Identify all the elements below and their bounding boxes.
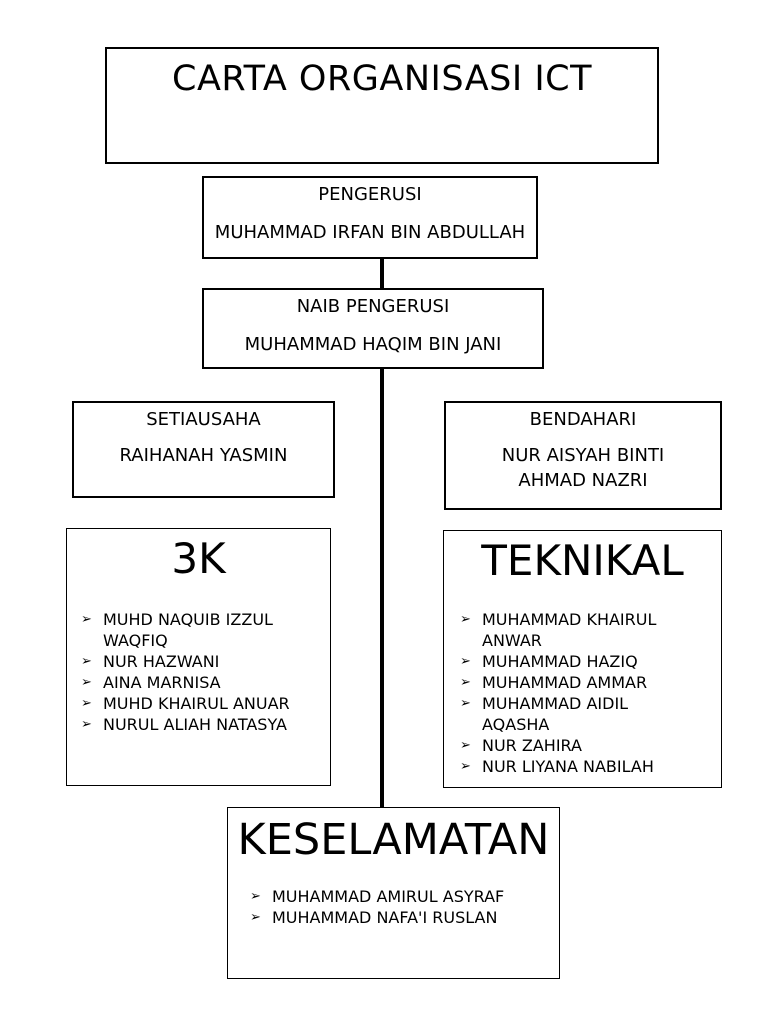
secretary-box <box>72 401 335 498</box>
committee-keselamatan-title: KESELAMATAN <box>237 815 550 865</box>
committee-teknikal-box <box>443 530 722 788</box>
committee-teknikal-title: TEKNIKAL <box>481 536 684 585</box>
connector-vice-keselamatan <box>380 367 384 809</box>
arrow-bullet-icon: ➢ <box>250 889 261 904</box>
chairman-box <box>202 176 538 259</box>
member-list-item <box>460 672 691 693</box>
member-list-item <box>250 886 553 907</box>
member-name: AINA MARNISA <box>103 673 221 692</box>
member-list-item <box>460 735 691 756</box>
arrow-bullet-icon: ➢ <box>81 654 92 669</box>
vice-chairman-box <box>202 288 544 369</box>
arrow-bullet-icon: ➢ <box>460 675 471 690</box>
committee-keselamatan-box <box>227 807 560 979</box>
secretary-name: RAIHANAH YASMIN <box>119 445 288 466</box>
member-list-item <box>81 714 324 735</box>
member-name: MUHAMMAD HAZIQ <box>482 652 638 671</box>
committee-teknikal-list <box>444 609 721 777</box>
committee-3k-title: 3K <box>171 534 226 583</box>
committee-3k-box <box>66 528 331 786</box>
chairman-role: PENGERUSI <box>318 184 422 205</box>
committee-keselamatan-list <box>228 886 559 928</box>
vice-chairman-name: MUHAMMAD HAQIM BIN JANI <box>244 334 502 355</box>
arrow-bullet-icon: ➢ <box>81 717 92 732</box>
vice-chairman-role: NAIB PENGERUSI <box>296 296 450 317</box>
member-name: MUHD KHAIRUL ANUAR <box>103 694 290 713</box>
member-list-item <box>460 651 691 672</box>
member-list-item <box>81 672 324 693</box>
member-name: MUHAMMAD AMIRUL ASYRAF <box>272 887 505 906</box>
arrow-bullet-icon: ➢ <box>81 675 92 690</box>
member-list-item <box>460 756 691 777</box>
arrow-bullet-icon: ➢ <box>460 759 471 774</box>
treasurer-role: BENDAHARI <box>529 409 637 430</box>
member-list-item <box>81 609 324 651</box>
member-list-item <box>81 693 324 714</box>
arrow-bullet-icon: ➢ <box>460 654 471 669</box>
member-list-item <box>81 651 324 672</box>
member-name: NURUL ALIAH NATASYA <box>103 715 287 734</box>
treasurer-box <box>444 401 722 510</box>
arrow-bullet-icon: ➢ <box>460 612 471 627</box>
chairman-name: MUHAMMAD IRFAN BIN ABDULLAH <box>214 222 526 243</box>
arrow-bullet-icon: ➢ <box>81 696 92 711</box>
committee-3k-list <box>67 609 330 735</box>
secretary-role: SETIAUSAHA <box>146 409 261 430</box>
member-name: MUHAMMAD AIDIL AQASHA <box>482 694 629 734</box>
treasurer-name: NUR AISYAH BINTI AHMAD NAZRI <box>501 445 665 491</box>
connector-chair-vice <box>380 257 384 290</box>
arrow-bullet-icon: ➢ <box>250 910 261 925</box>
member-name: MUHD NAQUIB IZZUL WAQFIQ <box>103 610 273 650</box>
member-name: MUHAMMAD KHAIRUL ANWAR <box>482 610 657 650</box>
chart-title-box <box>105 47 659 164</box>
chart-title: CARTA ORGANISASI ICT <box>172 59 592 99</box>
arrow-bullet-icon: ➢ <box>460 696 471 711</box>
member-name: NUR LIYANA NABILAH <box>482 757 654 776</box>
arrow-bullet-icon: ➢ <box>81 612 92 627</box>
member-name: NUR HAZWANI <box>103 652 220 671</box>
member-name: NUR ZAHIRA <box>482 736 582 755</box>
member-list-item <box>460 693 691 735</box>
member-name: MUHAMMAD AMMAR <box>482 673 648 692</box>
member-list-item <box>460 609 691 651</box>
member-name: MUHAMMAD NAFA'I RUSLAN <box>272 908 498 927</box>
member-list-item <box>250 907 553 928</box>
arrow-bullet-icon: ➢ <box>460 738 471 753</box>
